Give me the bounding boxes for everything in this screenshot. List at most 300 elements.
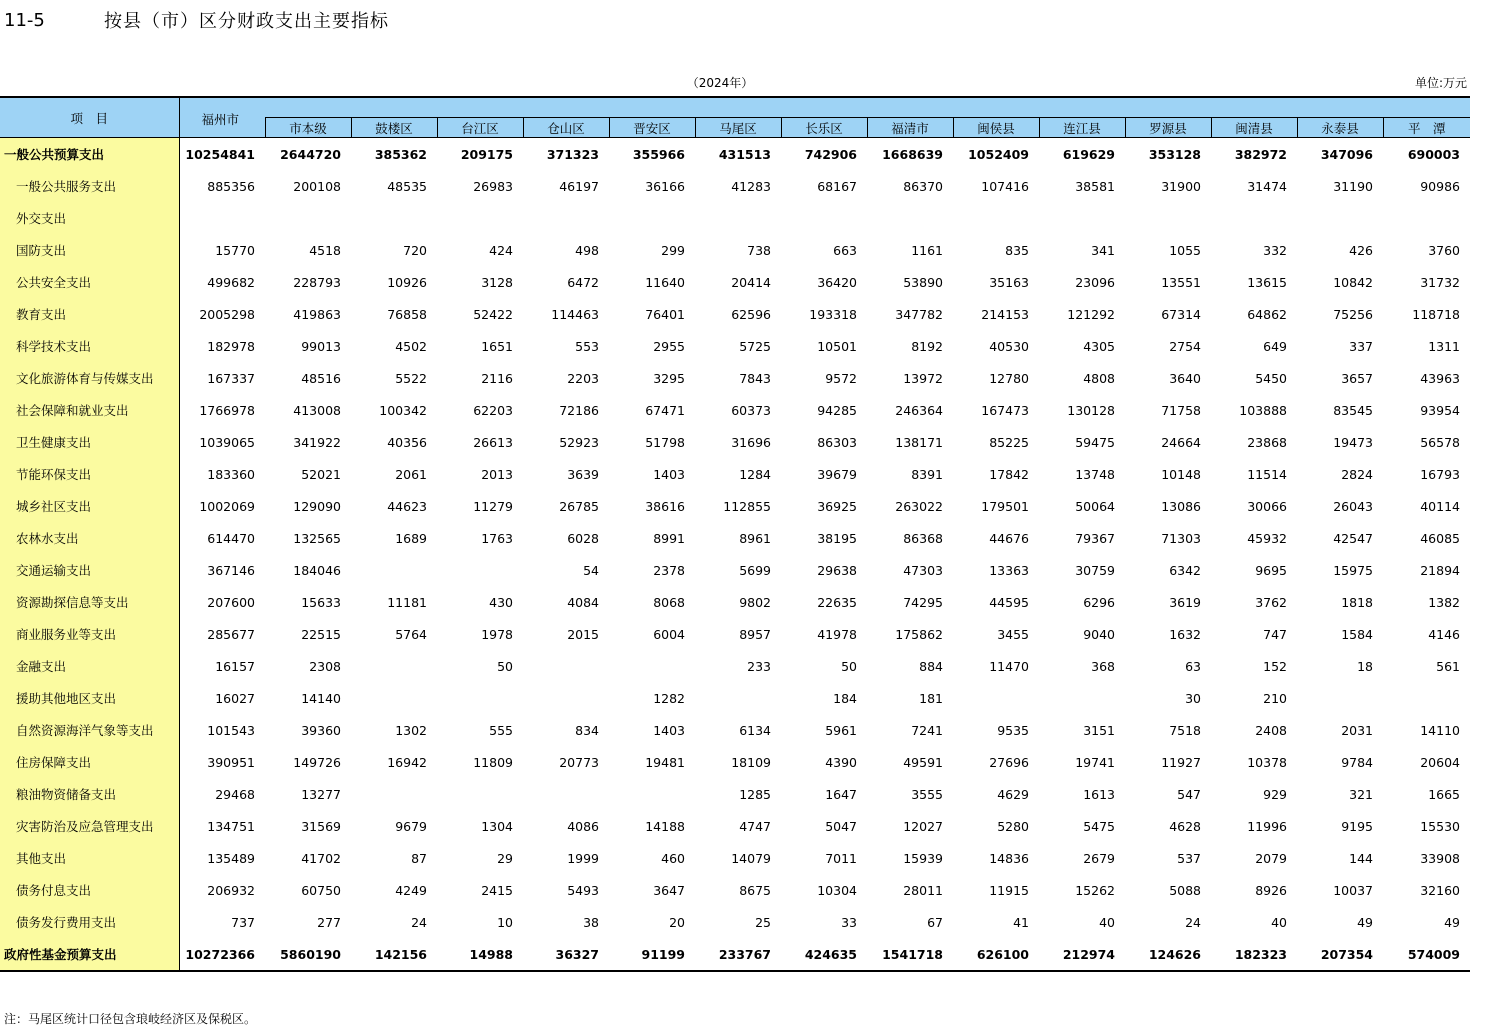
table-row	[0, 234, 1470, 266]
table-cell	[1125, 202, 1211, 234]
table-cell: 9195	[1341, 818, 1373, 834]
row-label: 文化旅游体育与传媒支出	[0, 362, 179, 394]
table-cell: 41702	[301, 850, 341, 866]
table-cell: 537	[1177, 850, 1201, 866]
table-cell: 9679	[395, 818, 427, 834]
table-cell: 10148	[1161, 466, 1201, 482]
table-cell: 181	[919, 690, 943, 706]
table-cell: 355966	[632, 146, 685, 162]
table-cell	[1297, 682, 1383, 714]
table-cell	[437, 778, 523, 810]
row-label: 城乡社区支出	[0, 490, 179, 522]
table-cell: 71303	[1161, 530, 1201, 546]
table-cell: 50064	[1075, 498, 1115, 514]
table-cell: 626100	[953, 938, 1039, 971]
table-cell: 16942	[387, 754, 427, 770]
table-cell: 132565	[293, 530, 341, 546]
table-cell: 15770	[215, 242, 255, 258]
table-cell: 31474	[1247, 178, 1287, 194]
unit-label: 单位:万元	[1414, 76, 1467, 90]
table-cell: 86368	[903, 530, 943, 546]
table-cell: 182978	[207, 338, 255, 354]
table-cell: 40356	[387, 434, 427, 450]
table-cell: 41	[1013, 914, 1029, 930]
table-cell: 52021	[301, 466, 341, 482]
column-header: 罗源县	[1125, 118, 1211, 138]
table-cell: 40	[1271, 914, 1287, 930]
table-cell: 19473	[1333, 434, 1373, 450]
table-cell: 167337	[207, 370, 255, 386]
table-cell: 45932	[1247, 530, 1287, 546]
table-cell: 7011	[825, 850, 857, 866]
table-cell: 31732	[1420, 274, 1460, 290]
table-cell: 10	[497, 914, 513, 930]
table-row	[0, 746, 1470, 778]
table-cell: 112855	[723, 498, 771, 514]
table-cell: 206932	[207, 882, 255, 898]
table-cell: 179501	[981, 498, 1029, 514]
column-header: 台江区	[437, 118, 523, 138]
row-label: 外交支出	[0, 202, 179, 234]
table-cell: 67314	[1161, 306, 1201, 322]
table-row	[0, 938, 1470, 971]
table-cell: 40114	[1420, 498, 1460, 514]
table-cell	[351, 650, 437, 682]
table-cell: 15975	[1333, 562, 1373, 578]
table-cell: 83545	[1333, 402, 1373, 418]
table-cell	[953, 202, 1039, 234]
table-cell: 90986	[1420, 178, 1460, 194]
table-cell: 1613	[1083, 786, 1115, 802]
table-cell	[695, 202, 781, 234]
table-cell: 367146	[207, 562, 255, 578]
table-row	[0, 330, 1470, 362]
table-cell: 8957	[739, 626, 771, 642]
table-cell: 43963	[1420, 370, 1460, 386]
table-cell: 321	[1349, 786, 1373, 802]
year-label: （2024年）	[686, 76, 754, 90]
table-cell: 12027	[903, 818, 943, 834]
table-cell: 6472	[567, 274, 599, 290]
row-label: 住房保障支出	[0, 746, 179, 778]
table-cell: 299	[661, 242, 685, 258]
table-cell: 200108	[293, 178, 341, 194]
table-row	[0, 522, 1470, 554]
table-cell: 31696	[731, 434, 771, 450]
table-cell: 14079	[731, 850, 771, 866]
table-cell	[1211, 202, 1297, 234]
table-cell: 79367	[1075, 530, 1115, 546]
table-cell: 10304	[817, 882, 857, 898]
table-cell: 2013	[481, 466, 513, 482]
table-cell: 46085	[1420, 530, 1460, 546]
column-header: 市本级	[265, 118, 351, 138]
table-cell	[867, 202, 953, 234]
column-header: 永泰县	[1297, 118, 1383, 138]
table-cell	[609, 202, 695, 234]
table-cell: 9040	[1083, 626, 1115, 642]
table-cell: 26785	[559, 498, 599, 514]
table-code: 11-5	[4, 9, 45, 31]
table-cell: 4249	[395, 882, 427, 898]
table-cell	[523, 650, 609, 682]
table-row	[0, 906, 1470, 938]
table-cell: 32160	[1420, 882, 1460, 898]
table-cell: 3295	[653, 370, 685, 386]
table-cell: 5450	[1255, 370, 1287, 386]
table-cell: 31190	[1333, 178, 1373, 194]
table-cell: 11996	[1247, 818, 1287, 834]
row-label: 交通运输支出	[0, 554, 179, 586]
table-cell: 14188	[645, 818, 685, 834]
table-cell: 1311	[1428, 338, 1460, 354]
table-cell: 5088	[1169, 882, 1201, 898]
table-cell: 263022	[895, 498, 943, 514]
table-cell: 426	[1349, 242, 1373, 258]
table-cell: 10501	[817, 338, 857, 354]
column-header-item: 项 目	[0, 97, 179, 138]
table-cell: 86303	[817, 434, 857, 450]
row-label: 债务发行费用支出	[0, 906, 179, 938]
table-cell: 130128	[1067, 402, 1115, 418]
table-cell: 134751	[207, 818, 255, 834]
table-cell: 101543	[207, 722, 255, 738]
table-cell: 209175	[460, 146, 513, 162]
table-cell: 8391	[911, 466, 943, 482]
table-row	[0, 554, 1470, 586]
column-header: 长乐区	[781, 118, 867, 138]
column-header: 鼓楼区	[351, 118, 437, 138]
table-cell: 368	[1091, 658, 1115, 674]
table-cell: 2005298	[199, 306, 255, 322]
table-cell: 52923	[559, 434, 599, 450]
table-cell: 747	[1263, 626, 1287, 642]
table-cell: 193318	[809, 306, 857, 322]
table-cell: 4086	[567, 818, 599, 834]
table-cell: 649	[1263, 338, 1287, 354]
table-cell	[351, 554, 437, 586]
table-cell: 38616	[645, 498, 685, 514]
table-cell	[523, 778, 609, 810]
table-cell: 9784	[1341, 754, 1373, 770]
table-cell: 574009	[1383, 938, 1470, 971]
table-cell: 553	[575, 338, 599, 354]
table-cell: 15262	[1075, 882, 1115, 898]
table-cell: 16157	[215, 658, 255, 674]
table-cell: 93954	[1420, 402, 1460, 418]
table-cell: 10254841	[185, 146, 255, 162]
table-cell: 246364	[895, 402, 943, 418]
table-body	[0, 138, 1470, 972]
table-cell: 285677	[207, 626, 255, 642]
table-cell	[953, 682, 1039, 714]
row-label: 政府性基金预算支出	[0, 938, 179, 971]
table-cell: 11181	[387, 594, 427, 610]
data-table-container	[0, 96, 1470, 972]
table-cell: 498	[575, 242, 599, 258]
table-cell: 11640	[645, 274, 685, 290]
table-cell: 424	[489, 242, 513, 258]
table-cell: 19741	[1075, 754, 1115, 770]
table-cell: 29468	[215, 786, 255, 802]
table-cell: 7843	[739, 370, 771, 386]
table-cell: 76858	[387, 306, 427, 322]
table-cell: 390951	[207, 754, 255, 770]
table-row	[0, 682, 1470, 714]
table-cell	[351, 202, 437, 234]
table-cell: 26983	[473, 178, 513, 194]
header-spacer	[265, 97, 1470, 118]
table-cell	[1039, 682, 1125, 714]
row-label: 卫生健康支出	[0, 426, 179, 458]
table-cell	[437, 554, 523, 586]
table-cell: 5725	[739, 338, 771, 354]
table-cell: 38581	[1075, 178, 1115, 194]
table-cell: 6004	[653, 626, 685, 642]
table-cell: 3760	[1428, 242, 1460, 258]
table-cell: 13551	[1161, 274, 1201, 290]
table-cell: 48516	[301, 370, 341, 386]
table-cell: 144	[1349, 850, 1373, 866]
table-cell: 184046	[293, 562, 341, 578]
table-cell: 1647	[825, 786, 857, 802]
table-cell: 737	[231, 914, 255, 930]
table-cell: 1763	[481, 530, 513, 546]
table-cell: 337	[1349, 338, 1373, 354]
table-cell: 929	[1263, 786, 1287, 802]
table-cell: 59475	[1075, 434, 1115, 450]
table-header	[0, 97, 1470, 138]
table-cell: 1285	[739, 786, 771, 802]
table-cell: 3455	[997, 626, 1029, 642]
table-cell: 25	[755, 914, 771, 930]
table-cell: 207600	[207, 594, 255, 610]
table-cell: 4629	[997, 786, 1029, 802]
table-cell: 15530	[1420, 818, 1460, 834]
table-cell: 44595	[989, 594, 1029, 610]
row-label: 一般公共预算支出	[0, 138, 179, 171]
table-cell: 619629	[1062, 146, 1115, 162]
table-cell: 2679	[1083, 850, 1115, 866]
table-cell: 690003	[1407, 146, 1460, 162]
table-cell: 20	[669, 914, 685, 930]
table-cell: 8068	[653, 594, 685, 610]
table-cell: 1304	[481, 818, 513, 834]
table-cell: 5764	[395, 626, 427, 642]
table-cell: 17842	[989, 466, 1029, 482]
table-cell: 1403	[653, 722, 685, 738]
table-cell: 347782	[895, 306, 943, 322]
table-cell: 15633	[301, 594, 341, 610]
table-cell: 9572	[825, 370, 857, 386]
table-cell: 742906	[804, 146, 857, 162]
table-cell: 60750	[301, 882, 341, 898]
table-cell	[1297, 202, 1383, 234]
table-cell: 36420	[817, 274, 857, 290]
table-cell: 228793	[293, 274, 341, 290]
table-cell: 68167	[817, 178, 857, 194]
table-cell: 341	[1091, 242, 1115, 258]
table-row	[0, 586, 1470, 618]
table-cell: 23868	[1247, 434, 1287, 450]
table-cell: 114463	[551, 306, 599, 322]
table-cell	[523, 682, 609, 714]
column-header: 晋安区	[609, 118, 695, 138]
column-header: 闽侯县	[953, 118, 1039, 138]
table-cell: 6028	[567, 530, 599, 546]
table-cell: 64862	[1247, 306, 1287, 322]
table-cell: 23096	[1075, 274, 1115, 290]
table-cell: 41283	[731, 178, 771, 194]
table-cell: 6296	[1083, 594, 1115, 610]
table-cell: 138171	[895, 434, 943, 450]
table-row	[0, 778, 1470, 810]
table-cell: 499682	[207, 274, 255, 290]
table-cell: 85225	[989, 434, 1029, 450]
table-cell: 33	[841, 914, 857, 930]
table-cell: 8991	[653, 530, 685, 546]
table-row	[0, 202, 1470, 234]
table-cell: 13277	[301, 786, 341, 802]
row-label: 灾害防治及应急管理支出	[0, 810, 179, 842]
table-cell: 175862	[895, 626, 943, 642]
table-cell: 47303	[903, 562, 943, 578]
table-cell: 67	[927, 914, 943, 930]
table-cell: 1403	[653, 466, 685, 482]
table-cell: 1055	[1169, 242, 1201, 258]
table-cell: 44623	[387, 498, 427, 514]
table-cell: 74295	[903, 594, 943, 610]
table-cell: 385362	[374, 146, 427, 162]
table-cell: 555	[489, 722, 513, 738]
table-cell: 22635	[817, 594, 857, 610]
table-cell: 1978	[481, 626, 513, 642]
table-cell: 26043	[1333, 498, 1373, 514]
table-cell: 3151	[1083, 722, 1115, 738]
row-label: 科学技术支出	[0, 330, 179, 362]
table-cell	[695, 682, 781, 714]
table-cell: 63	[1185, 658, 1201, 674]
table-cell: 7241	[911, 722, 943, 738]
table-cell	[179, 202, 265, 234]
table-row	[0, 714, 1470, 746]
table-cell: 212974	[1039, 938, 1125, 971]
table-row	[0, 490, 1470, 522]
table-cell: 5860190	[265, 938, 351, 971]
table-cell: 48535	[387, 178, 427, 194]
table-cell: 16793	[1420, 466, 1460, 482]
row-label: 国防支出	[0, 234, 179, 266]
table-cell	[437, 682, 523, 714]
table-cell	[1039, 202, 1125, 234]
table-cell: 1766978	[199, 402, 255, 418]
table-cell: 4518	[309, 242, 341, 258]
table-cell: 50	[841, 658, 857, 674]
table-cell: 56578	[1420, 434, 1460, 450]
row-label: 一般公共服务支出	[0, 170, 179, 202]
table-cell: 29	[497, 850, 513, 866]
table-cell: 62596	[731, 306, 771, 322]
row-label: 商业服务业等支出	[0, 618, 179, 650]
table-cell: 183360	[207, 466, 255, 482]
table-cell: 14836	[989, 850, 1029, 866]
table-cell: 13086	[1161, 498, 1201, 514]
table-cell: 29638	[817, 562, 857, 578]
table-cell: 233767	[695, 938, 781, 971]
table-cell: 44676	[989, 530, 1029, 546]
table-cell: 13615	[1247, 274, 1287, 290]
table-cell: 207354	[1297, 938, 1383, 971]
table-cell: 1282	[653, 690, 685, 706]
table-cell: 419863	[293, 306, 341, 322]
table-cell: 1818	[1341, 594, 1373, 610]
table-cell: 1999	[567, 850, 599, 866]
row-label: 其他支出	[0, 842, 179, 874]
table-cell: 4628	[1169, 818, 1201, 834]
table-cell: 9535	[997, 722, 1029, 738]
table-row	[0, 810, 1470, 842]
column-header: 连江县	[1039, 118, 1125, 138]
table-cell: 33908	[1420, 850, 1460, 866]
table-cell: 9802	[739, 594, 771, 610]
table-cell: 3128	[481, 274, 513, 290]
table-row	[0, 874, 1470, 906]
table-cell: 16027	[215, 690, 255, 706]
table-cell	[1383, 682, 1470, 714]
table-cell: 2378	[653, 562, 685, 578]
table-cell: 1541718	[867, 938, 953, 971]
table-cell: 1651	[481, 338, 513, 354]
table-cell: 430	[489, 594, 513, 610]
table-cell: 184	[833, 690, 857, 706]
table-cell: 614470	[207, 530, 255, 546]
table-row	[0, 842, 1470, 874]
table-cell: 15939	[903, 850, 943, 866]
table-cell	[1383, 202, 1470, 234]
table-cell: 62203	[473, 402, 513, 418]
table-cell: 13972	[903, 370, 943, 386]
table-cell: 27696	[989, 754, 1029, 770]
table-row	[0, 138, 1470, 171]
table-cell: 884	[919, 658, 943, 674]
table-cell: 4390	[825, 754, 857, 770]
table-row	[0, 650, 1470, 682]
row-label: 公共安全支出	[0, 266, 179, 298]
table-cell: 4146	[1428, 626, 1460, 642]
table-cell: 35163	[989, 274, 1029, 290]
table-cell: 36166	[645, 178, 685, 194]
table-cell: 38	[583, 914, 599, 930]
table-cell: 60373	[731, 402, 771, 418]
table-cell: 20414	[731, 274, 771, 290]
table-cell: 4502	[395, 338, 427, 354]
table-cell: 11279	[473, 498, 513, 514]
footnote: 注：马尾区统计口径包含琅岐经济区及保税区。	[4, 1012, 257, 1026]
table-cell: 13748	[1075, 466, 1115, 482]
table-cell: 39679	[817, 466, 857, 482]
table-cell: 149726	[293, 754, 341, 770]
table-cell: 51798	[645, 434, 685, 450]
table-cell: 3762	[1255, 594, 1287, 610]
table-cell: 2754	[1169, 338, 1201, 354]
title-row	[4, 8, 389, 32]
row-label: 金融支出	[0, 650, 179, 682]
table-cell: 36925	[817, 498, 857, 514]
table-cell: 11927	[1161, 754, 1201, 770]
table-cell: 152	[1263, 658, 1287, 674]
table-cell: 129090	[293, 498, 341, 514]
table-cell: 121292	[1067, 306, 1115, 322]
